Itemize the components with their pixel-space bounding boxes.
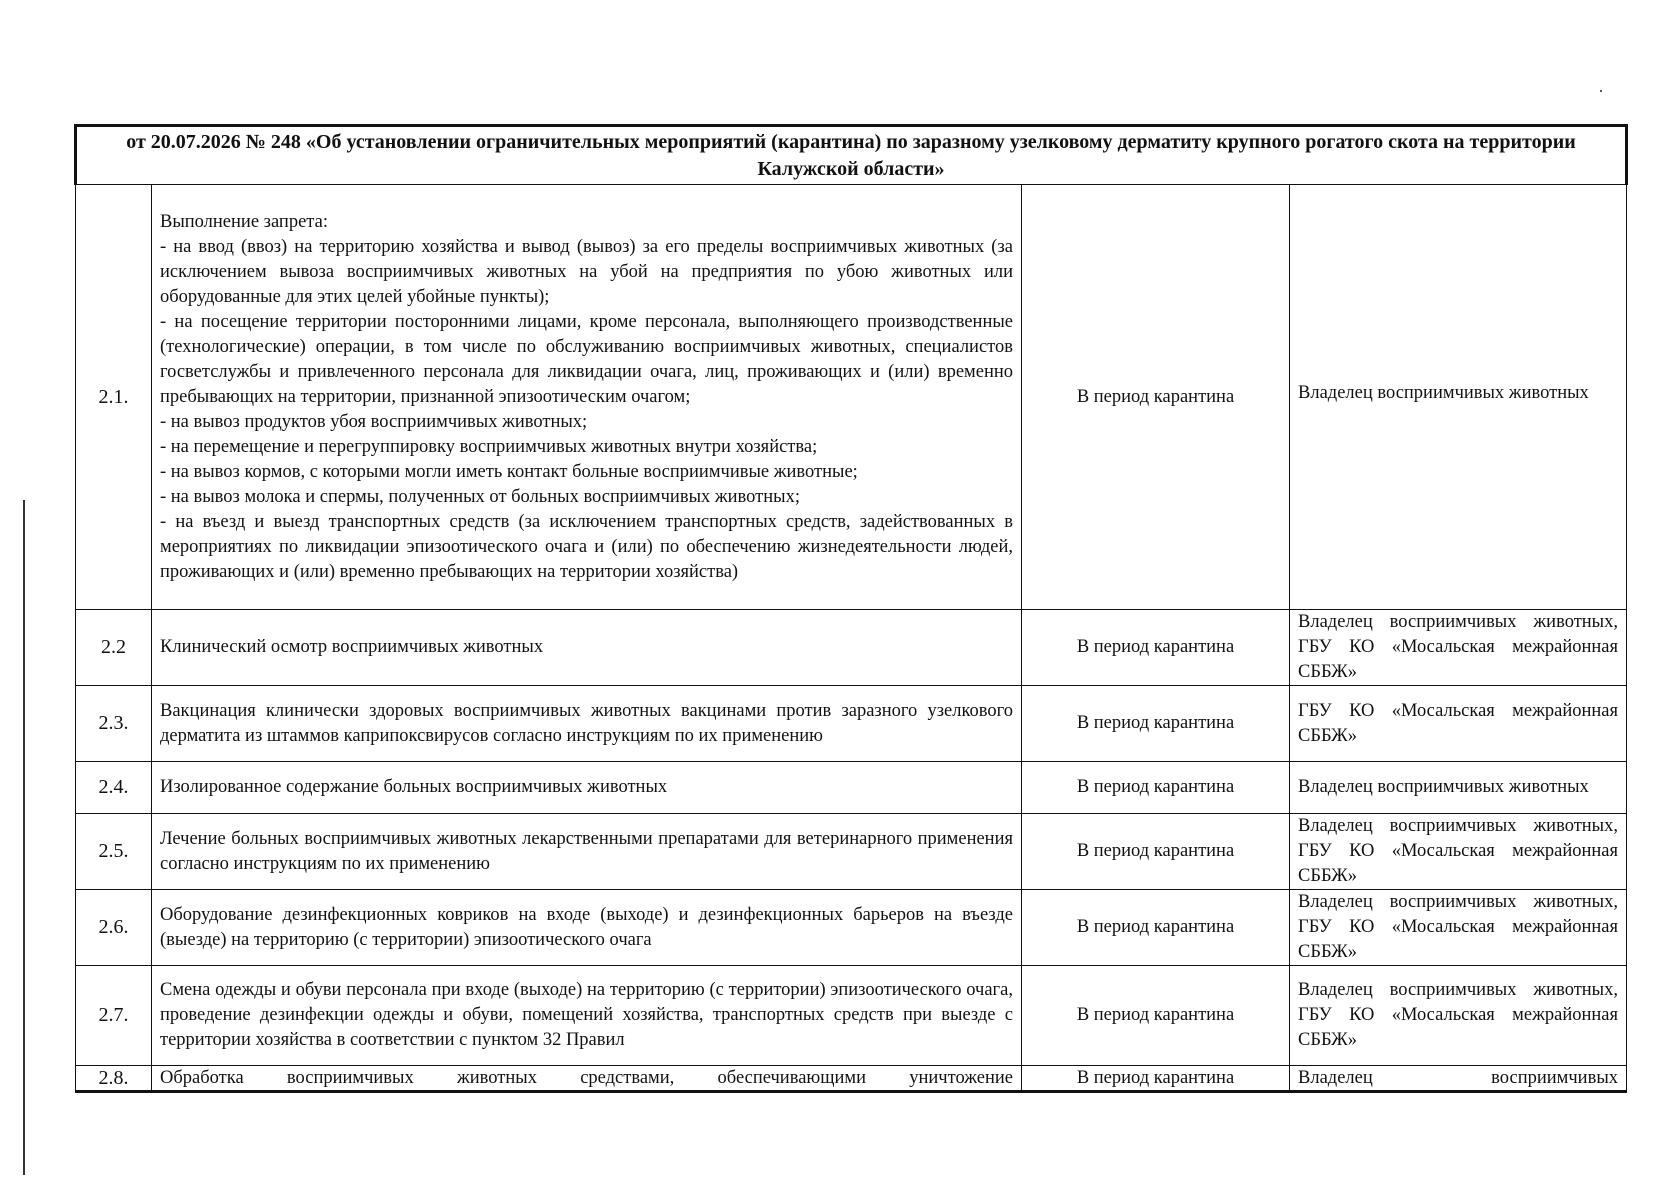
row-number: 2.6. — [76, 890, 152, 966]
row-term: В период карантина — [1022, 966, 1290, 1066]
scan-dot — [1600, 90, 1602, 92]
row-description — [152, 185, 1022, 610]
row-responsible: Владелец восприимчивых животных, ГБУ КО «Мосальская межрайонная СББЖ» — [1290, 814, 1627, 890]
table-row — [76, 890, 1627, 966]
row-responsible: Владелец восприимчивых животных, ГБУ КО «Мосальская межрайонная СББЖ» — [1290, 610, 1627, 686]
table-row — [76, 762, 1627, 814]
row-description: Смена одежды и обуви персонала при входе (выходе) на территорию (с территории) эпизоотического очага, проведение дезинфекции одежды и обуви, помещений хозяйства, транспортных средств при выезде с территории хозяйства в соответствии с пунктом 32 Правил — [152, 966, 1022, 1066]
row-description: Оборудование дезинфекционных ковриков на входе (выходе) и дезинфекционных барьеров на въезде (выезде) на территорию (с территории) эпизоотического очага — [152, 890, 1022, 966]
row-responsible: Владелец восприимчивых животных, ГБУ КО «Мосальская межрайонная СББЖ» — [1290, 966, 1627, 1066]
row-description: Лечение больных восприимчивых животных лекарственными препаратами для ветеринарного применения согласно инструкциям по их применению — [152, 814, 1022, 890]
row-description: Клинический осмотр восприимчивых животных — [152, 610, 1022, 686]
table-title-row — [76, 126, 1627, 185]
row-term: В период карантина — [1022, 890, 1290, 966]
row-number: 2.4. — [76, 762, 152, 814]
row-description: Вакцинация клинически здоровых восприимчивых животных вакцинами против заразного узелкового дерматита из штаммов каприпоксвирусов согласно инструкциям по их применению — [152, 686, 1022, 762]
row-term: В период карантина — [1022, 1066, 1290, 1092]
description-line: Выполнение запрета: — [160, 211, 328, 232]
row-responsible: Владелец восприимчивых животных — [1290, 762, 1627, 814]
table-row — [76, 1066, 1627, 1092]
row-term: В период карантина — [1022, 762, 1290, 814]
row-number: 2.7. — [76, 966, 152, 1066]
row-number: 2.1. — [76, 185, 152, 610]
description-line: - на вывоз молока и спермы, полученных от больных восприимчивых животных; — [160, 486, 800, 507]
description-line: - на ввод (ввоз) на территорию хозяйства и вывод (вывоз) за его пределы восприимчивых животных (за исключением вывоза восприимчивых животных на убой на предприятия по убою животных или оборудованные для этих целей убойные пункты); — [160, 236, 1013, 307]
row-term: В период карантина — [1022, 610, 1290, 686]
row-responsible: ГБУ КО «Мосальская межрайонная СББЖ» — [1290, 686, 1627, 762]
row-responsible: Владелец восприимчивых — [1290, 1066, 1627, 1092]
row-responsible: Владелец восприимчивых животных — [1290, 185, 1627, 610]
scan-margin-line — [23, 500, 25, 1175]
description-line: - на перемещение и перегруппировку восприимчивых животных внутри хозяйства; — [160, 436, 818, 457]
measures-table — [74, 124, 1628, 1093]
row-term: В период карантина — [1022, 686, 1290, 762]
table-row — [76, 610, 1627, 686]
row-number: 2.2 — [76, 610, 152, 686]
table-row — [76, 966, 1627, 1066]
description-line: - на въезд и выезд транспортных средств (за исключением транспортных средств, задействованных в мероприятиях по ликвидации эпизоотического очага и (или) по обеспечению жизнедеятельности людей, проживающих и (или) временно пребывающих на территории хозяйства) — [160, 511, 1013, 582]
table-row — [76, 185, 1627, 610]
table-row — [76, 814, 1627, 890]
row-responsible: Владелец восприимчивых животных, ГБУ КО «Мосальская межрайонная СББЖ» — [1290, 890, 1627, 966]
row-term: В период карантина — [1022, 814, 1290, 890]
table-row — [76, 686, 1627, 762]
row-number: 2.8. — [76, 1066, 152, 1092]
row-description: Изолированное содержание больных восприимчивых животных — [152, 762, 1022, 814]
row-number: 2.3. — [76, 686, 152, 762]
row-number: 2.5. — [76, 814, 152, 890]
row-term: В период карантина — [1022, 185, 1290, 610]
description-line: - на вывоз кормов, с которыми могли иметь контакт больные восприимчивые животные; — [160, 461, 858, 482]
description-line: - на вывоз продуктов убоя восприимчивых животных; — [160, 411, 588, 432]
row-description: Обработка восприимчивых животных средствами, обеспечивающими уничтожение — [152, 1066, 1022, 1092]
document-title: от 20.07.2026 № 248 «Об установлении ограничительных мероприятий (карантина) по заразному узелковому дерматиту крупного рогатого скота на территории Калужской области» — [76, 126, 1627, 185]
description-line: - на посещение территории посторонними лицами, кроме персонала, выполняющего производственные (технологические) операции, в том числе по обслуживанию восприимчивых животных, специалистов госветслужбы и привлеченного персонала для ликвидации очага, лиц, проживающих и (или) временно пребывающих на территории, признанной эпизоотическим очагом; — [160, 311, 1013, 407]
